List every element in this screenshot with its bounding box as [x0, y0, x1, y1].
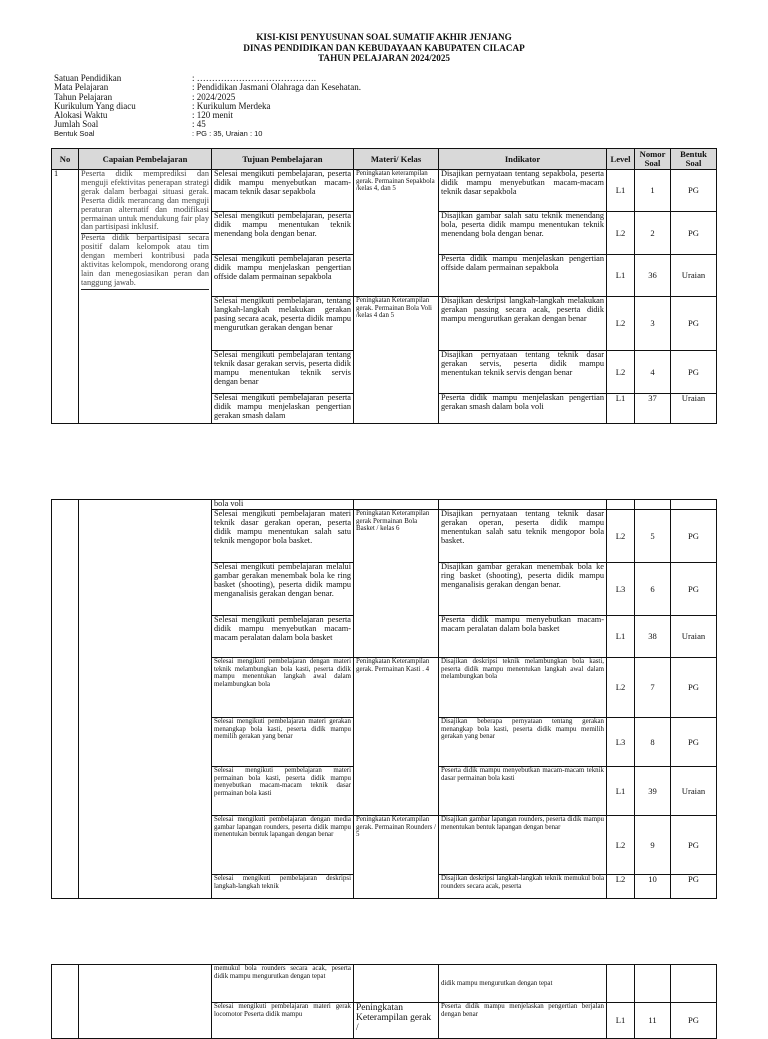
materi-cell: Peningkatan Keterampilan gerak. Permainan Kasti . 4	[354, 658, 439, 816]
info-label: Jumlah Soal	[54, 119, 99, 130]
nomor-soal-cell: 11	[635, 1003, 671, 1039]
capaian-text: Peserta didik berpartisipasi secara positif dalam kelompok atau tim dengan memberi kontribusi pada aktivitas kelompok, mendorong orang lain dan menegosiasikan peran dan tanggung jawab.	[81, 234, 209, 289]
info-value: : 120 menit	[192, 110, 233, 121]
nomor-soal-cell: 1	[635, 170, 671, 212]
tujuan-cell: Selesai mengikuti pembelajaran materi gerak locomotor Peserta didik mampu	[212, 1003, 354, 1039]
kisi-kisi-table-part-2	[51, 499, 717, 899]
kisi-kisi-table-part-1	[51, 148, 717, 424]
tujuan-cell: Selesai mengikuti pembelajaran tentang teknik dasar gerakan servis, peserta didik mampu menentukan teknik servis dengan benar	[212, 351, 354, 394]
nomor-soal-cell: 37	[635, 394, 671, 424]
bentuk-soal-cell: PG	[671, 875, 717, 899]
nomor-soal-cell: 2	[635, 212, 671, 255]
nomor-soal-cell: 7	[635, 658, 671, 718]
col-header-bentuk: Bentuk Soal	[671, 149, 717, 170]
bentuk-soal-cell: PG	[671, 563, 717, 616]
info-label: Tahun Pelajaran	[54, 91, 113, 102]
table-header-row	[52, 149, 717, 170]
info-label: Mata Pelajaran	[54, 82, 109, 93]
bentuk-soal-cell: PG	[671, 718, 717, 767]
indikator-cell: Disajikan gambar lapangan rounders, peserta didik mampu menentukan bentuk lapangan dengan benar	[439, 816, 607, 875]
col-header-no: No	[52, 149, 79, 170]
level-cell: L2	[607, 816, 635, 875]
bentuk-soal-cell: PG	[671, 212, 717, 255]
indikator-cell: Disajikan beberapa pernyataan tentang gerakan menangkap bola kasti, peserta didik mampu memilih gerakan yang benar	[439, 718, 607, 767]
level-cell	[607, 500, 635, 510]
title-line-2: DINAS PENDIDIKAN DAN KEBUDAYAAN KABUPATEN CILACAP	[243, 42, 525, 53]
col-header-capaian: Capaian Pembelajaran	[79, 149, 212, 170]
indikator-cell: Peserta didik mampu menyebutkan macam-macam peralatan dalam bola basket	[439, 616, 607, 658]
nomor-soal-cell: 38	[635, 616, 671, 658]
indikator-cell: Disajikan deskripsi langkah-langkah teknik memukul bola rounders secara acak, peserta	[439, 875, 607, 899]
document-title	[0, 32, 768, 64]
col-header-tujuan: Tujuan Pembelajaran	[212, 149, 354, 170]
bentuk-soal-cell: PG	[671, 658, 717, 718]
title-line-1: KISI-KISI PENYUSUNAN SOAL SUMATIF AKHIR JENJANG	[256, 32, 512, 42]
level-cell: L1	[607, 394, 635, 424]
level-cell: L1	[607, 767, 635, 816]
bentuk-soal-cell: PG	[671, 297, 717, 351]
nomor-soal-cell	[635, 500, 671, 510]
info-value: : PG : 35, Uraian : 10	[192, 128, 263, 138]
indikator-cell: Disajikan gambar salah satu teknik menendang bola, peserta didik mampu menentukan teknik menendang bola dengan benar.	[439, 212, 607, 255]
level-cell: L2	[607, 658, 635, 718]
col-header-level: Level	[607, 149, 635, 170]
indikator-cell: Peserta didik mampu menyebutkan macam-macam teknik dasar permainan bola kasti	[439, 767, 607, 816]
bentuk-soal-cell	[671, 965, 717, 1003]
tujuan-cell: Selesai mengikuti pembelajaran materi gerakan menangkap bola kasti, peserta didik mampu memilih gerakan yang benar	[212, 718, 354, 767]
tujuan-cell: Selesai mengikuti pembelajaran peserta didik mampu menyebutkan macam-macam peralatan dalam bola basket	[212, 616, 354, 658]
info-value: : 45	[192, 119, 206, 130]
tujuan-cell: Selesai mengikuti pembelajaran melalui gambar gerakan menembak bola ke ring basket (shooting), peserta didik mampu menganalisis gerakan dengan benar.	[212, 563, 354, 616]
indikator-cell: Peserta didik mampu menjelaskan pengertian berjalan dengan benar	[439, 1003, 607, 1039]
level-cell: L3	[607, 563, 635, 616]
indikator-cell: Disajikan deskripsi teknik melambungkan bola kasti, peserta didik mampu menentukan langkah awal dalam melambungkan bola	[439, 658, 607, 718]
bentuk-soal-cell: Uraian	[671, 394, 717, 424]
bentuk-soal-cell: PG	[671, 1003, 717, 1039]
document-info	[54, 74, 361, 138]
tujuan-cell: Selesai mengikuti pembelajaran peserta didik mampu menjelaskan pengertian offside dalam permainan sepakbola	[212, 255, 354, 297]
row-number	[52, 500, 79, 899]
info-label: Kurikulum Yang diacu	[54, 100, 136, 111]
materi-cell: Peningkatan Keterampilan gerak. Permainan Rounders / 5	[354, 816, 439, 899]
nomor-soal-cell: 36	[635, 255, 671, 297]
nomor-soal-cell	[635, 965, 671, 1003]
indikator-cell: Peserta didik mampu menjelaskan pengertian gerakan smash dalam bola voli	[439, 394, 607, 424]
bentuk-soal-cell: Uraian	[671, 616, 717, 658]
indikator-cell: didik mampu mengurutkan dengan tepat	[439, 965, 607, 1003]
table-row	[52, 170, 717, 212]
indikator-cell: Disajikan pernyataan tentang teknik dasar gerakan servis, peserta didik mampu menentukan teknik servis dengan benar	[439, 351, 607, 394]
capaian-text: Peserta didik memprediksi dan menguji efektivitas penerapan strategi gerak dalam berbagai situasi gerak. Peserta didik merancang dan menguji peraturan alternatif dan modifikasi permainan untuk mendukung fair play dan partisipasi inklusif.	[81, 170, 209, 234]
materi-cell	[354, 500, 439, 510]
info-row	[54, 111, 361, 120]
indikator-cell: Disajikan deskripsi langkah-langkah melakukan gerakan passing secara acak, peserta didik mampu mengurutkan gerakan dengan benar	[439, 297, 607, 351]
level-cell: L1	[607, 616, 635, 658]
bentuk-soal-cell: PG	[671, 170, 717, 212]
bentuk-soal-cell: PG	[671, 510, 717, 563]
nomor-soal-cell: 6	[635, 563, 671, 616]
info-label: Satuan Pendidikan	[54, 73, 122, 83]
indikator-cell: Disajikan gambar gerakan menembak bola ke ring basket (shooting), peserta didik mampu menganalisis gerakan dengan benar.	[439, 563, 607, 616]
bentuk-soal-cell: Uraian	[671, 255, 717, 297]
level-cell: L1	[607, 1003, 635, 1039]
tujuan-cell: Selesai mengikuti pembelajaran dengan media gambar lapangan rounders, peserta didik mampu menentukan bentuk lapangan dengan benar	[212, 816, 354, 875]
level-cell: L2	[607, 510, 635, 563]
materi-cell: Peningkatan Keterampilan gerak. Permainan Bola Voli /kelas 4 dan 5	[354, 297, 439, 424]
tujuan-cell: Selesai mengikuti pembelajaran peserta didik mampu menjelaskan pengertian gerakan smash dalam	[212, 394, 354, 424]
level-cell: L2	[607, 875, 635, 899]
tujuan-cell: Selesai mengikuti pembelajaran deskripsi langkah-langkah teknik	[212, 875, 354, 899]
nomor-soal-cell: 4	[635, 351, 671, 394]
materi-cell	[354, 965, 439, 1003]
nomor-soal-cell: 8	[635, 718, 671, 767]
title-line-3: TAHUN PELAJARAN 2024/2025	[317, 53, 451, 63]
nomor-soal-cell: 3	[635, 297, 671, 351]
level-cell: L1	[607, 170, 635, 212]
level-cell: L2	[607, 212, 635, 255]
info-value: : Pendidikan Jasmani Olahraga dan Kesehatan.	[192, 82, 361, 93]
indikator-cell: Peserta didik mampu menjelaskan pengertian offside dalam permainan sepakbola	[439, 255, 607, 297]
level-cell	[607, 965, 635, 1003]
materi-cell: Peningkatan keterampilan gerak. Permainan Sepakbola /kelas 4, dan 5	[354, 170, 439, 297]
table-row	[52, 500, 717, 510]
col-header-materi: Materi/ Kelas	[354, 149, 439, 170]
info-value: : ………………………………….	[192, 73, 317, 83]
bentuk-soal-cell: PG	[671, 351, 717, 394]
level-cell: L1	[607, 255, 635, 297]
tujuan-cell: Selesai mengikuti pembelajaran, peserta didik mampu menyebutkan macam-macam teknik dasar sepakbola	[212, 170, 354, 212]
bentuk-soal-cell: PG	[671, 816, 717, 875]
info-value: : 2024/2025	[192, 91, 236, 102]
level-cell: L2	[607, 351, 635, 394]
indikator-cell: Disajikan pernyataan tentang teknik dasar gerakan operan, peserta didik mampu menentukan salah satu teknik mengopor bola basket.	[439, 510, 607, 563]
nomor-soal-cell: 5	[635, 510, 671, 563]
info-value: : Kurikulum Merdeka	[192, 100, 271, 111]
bentuk-soal-cell	[671, 500, 717, 510]
nomor-soal-cell: 10	[635, 875, 671, 899]
tujuan-cell: Selesai mengikuti pembelajaran dengan materi teknik melambungkan bola kasti, peserta didik mampu menentukan langkah awal dalam melambungkan bola	[212, 658, 354, 718]
level-cell: L3	[607, 718, 635, 767]
capaian-cell	[79, 170, 212, 424]
nomor-soal-cell: 9	[635, 816, 671, 875]
indikator-cell: Disajikan pernyataan tentang sepakbola, peserta didik mampu menyebutkan macam-macam teknik dasar sepakbola	[439, 170, 607, 212]
capaian-cell	[79, 500, 212, 899]
materi-cell: Peningkatan Keterampilan gerak /	[354, 1003, 439, 1039]
tujuan-cell: memukul bola rounders secara acak, peserta didik mampu mengurutkan dengan tepat	[212, 965, 354, 1003]
row-number	[52, 965, 79, 1039]
tujuan-cell: bola voli	[212, 500, 354, 510]
materi-cell: Peningkatan Keterampilan gerak Permainan Bola Basket / kelas 6	[354, 510, 439, 658]
info-label: Bentuk Soal	[54, 128, 95, 138]
nomor-soal-cell: 39	[635, 767, 671, 816]
level-cell: L2	[607, 297, 635, 351]
info-row	[54, 130, 361, 139]
col-header-nomor: Nomor Soal	[635, 149, 671, 170]
capaian-cell	[79, 965, 212, 1039]
row-number: 1	[52, 170, 79, 424]
info-label: Alokasi Waktu	[54, 110, 108, 121]
bentuk-soal-cell: Uraian	[671, 767, 717, 816]
tujuan-cell: Selesai mengikuti pembelajaran materi teknik dasar gerakan operan, peserta didik mampu menentukan salah satu teknik mengopor bola basket.	[212, 510, 354, 563]
tujuan-cell: Selesai mengikuti pembelajaran materi permainan bola kasti, peserta didik mampu menyebutkan macam-macam teknik dasar permainan bola kasti	[212, 767, 354, 816]
tujuan-cell: Selesai mengikuti pembelajaran, peserta didik mampu menentukan teknik menendang bola dengan benar.	[212, 212, 354, 255]
kisi-kisi-table-part-3	[51, 964, 717, 1039]
indikator-cell	[439, 500, 607, 510]
col-header-indikator: Indikator	[439, 149, 607, 170]
table-row	[52, 965, 717, 1003]
tujuan-cell: Selesai mengikuti pembelajaran, tentang langkah-langkah melakukan gerakan pasing secara acak, peserta didik mampu mengurutkan gerakan dengan benar	[212, 297, 354, 351]
